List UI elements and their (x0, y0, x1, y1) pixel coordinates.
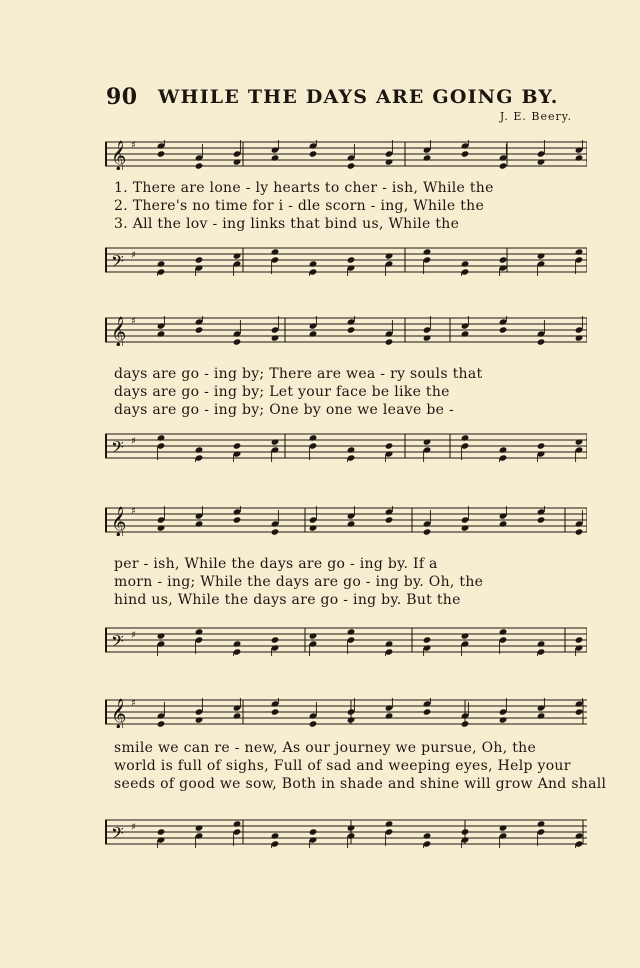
notehead (537, 516, 546, 523)
notehead (575, 636, 584, 643)
notehead (157, 260, 166, 267)
notehead (195, 824, 204, 831)
key-signature-sharp-icon: ♯ (131, 822, 136, 833)
notehead (233, 712, 242, 719)
notehead (195, 256, 204, 263)
bass-staff (105, 626, 587, 656)
notehead (499, 824, 508, 831)
notehead (271, 636, 280, 643)
lyric-verse-2: morn - ing; While the days are go - ing by. Oh, the (114, 574, 484, 590)
notehead (195, 520, 204, 527)
notehead (423, 438, 432, 445)
notehead (233, 516, 242, 523)
notehead (575, 154, 584, 161)
lyric-verse-1: per - ish, While the days are go - ing by. If a (114, 556, 438, 572)
key-signature-sharp-icon: ♯ (131, 506, 136, 517)
key-signature-sharp-icon: ♯ (131, 250, 136, 261)
lyric-verse-3: 3. All the lov - ing links that bind us, While the (114, 216, 460, 232)
notehead (385, 712, 394, 719)
notehead (575, 528, 584, 535)
key-signature-sharp-icon: ♯ (131, 316, 136, 327)
notehead (271, 154, 280, 161)
notehead (347, 824, 356, 831)
treble-clef-icon: 𝄞 (111, 507, 127, 536)
notehead (499, 256, 508, 263)
notehead (499, 628, 508, 635)
notehead (499, 520, 508, 527)
notehead (157, 524, 166, 531)
treble-staff (105, 698, 587, 728)
notehead (309, 330, 318, 337)
notehead (575, 248, 584, 255)
notehead (423, 708, 432, 715)
notehead (423, 248, 432, 255)
notehead (271, 832, 280, 839)
bass-staff (105, 818, 587, 848)
notehead (233, 338, 242, 345)
notehead (499, 716, 508, 723)
notehead (347, 628, 356, 635)
lyric-verse-2: 2. There's no time for i - dle scorn - ing, While the (114, 198, 485, 214)
notehead (499, 446, 508, 453)
notehead (309, 524, 318, 531)
notehead (157, 720, 166, 727)
notehead (233, 442, 242, 449)
notehead (537, 712, 546, 719)
notehead (423, 334, 432, 341)
notehead (537, 158, 546, 165)
notehead (575, 832, 584, 839)
hymn-title: WHILE THE DAYS ARE GOING BY. (158, 86, 559, 108)
notehead (537, 640, 546, 647)
notehead (461, 434, 470, 441)
notehead (575, 708, 584, 715)
treble-staff (105, 140, 587, 170)
notehead (157, 828, 166, 835)
notehead (309, 434, 318, 441)
notehead (537, 252, 546, 259)
treble-staff (105, 506, 587, 536)
key-signature-sharp-icon: ♯ (131, 630, 136, 641)
key-signature-sharp-icon: ♯ (131, 140, 136, 151)
notehead (233, 820, 242, 827)
notehead (309, 720, 318, 727)
notehead (537, 442, 546, 449)
notehead (271, 438, 280, 445)
notehead (461, 150, 470, 157)
notehead (309, 150, 318, 157)
composer-credit: J. E. Beery. (499, 110, 572, 123)
notehead (195, 326, 204, 333)
notehead (271, 334, 280, 341)
notehead (575, 438, 584, 445)
bass-staff (105, 432, 587, 462)
notehead (423, 528, 432, 535)
notehead (195, 162, 204, 169)
notehead (195, 716, 204, 723)
treble-clef-icon: 𝄞 (111, 699, 127, 728)
bass-clef-icon: 𝄢 (111, 251, 124, 275)
notehead (347, 162, 356, 169)
notehead (309, 260, 318, 267)
notehead (499, 162, 508, 169)
notehead (195, 628, 204, 635)
notehead (385, 442, 394, 449)
notehead (461, 632, 470, 639)
lyric-verse-2: world is full of sighs, Full of sad and weeping eyes, Help your (114, 758, 571, 774)
notehead (309, 632, 318, 639)
notehead (233, 640, 242, 647)
lyric-verse-1: 1. There are lone - ly hearts to cher - ish, While the (114, 180, 494, 196)
lyric-verse-1: smile we can re - new, As our journey we pursue, Oh, the (114, 740, 537, 756)
notehead (157, 434, 166, 441)
notehead (347, 446, 356, 453)
lyric-verse-3: days are go - ing by; One by one we leave be - (114, 402, 455, 418)
notehead (575, 334, 584, 341)
notehead (385, 516, 394, 523)
lyric-verse-1: days are go - ing by; There are wea - ry souls that (114, 366, 483, 382)
treble-clef-icon: 𝄞 (111, 317, 127, 346)
notehead (537, 338, 546, 345)
hymn-number: 90 (106, 84, 138, 110)
lyric-verse-3: hind us, While the days are go - ing by. But the (114, 592, 461, 608)
notehead (271, 248, 280, 255)
notehead (385, 252, 394, 259)
notehead (499, 326, 508, 333)
notehead (537, 820, 546, 827)
bass-staff (105, 246, 587, 276)
notehead (423, 154, 432, 161)
notehead (385, 820, 394, 827)
notehead (271, 528, 280, 535)
lyric-verse-2: days are go - ing by; Let your face be like the (114, 384, 450, 400)
treble-clef-icon: 𝄞 (111, 141, 127, 170)
bass-clef-icon: 𝄢 (111, 437, 124, 461)
key-signature-sharp-icon: ♯ (131, 698, 136, 709)
bass-clef-icon: 𝄢 (111, 823, 124, 847)
notehead (347, 256, 356, 263)
notehead (423, 832, 432, 839)
notehead (309, 828, 318, 835)
notehead (157, 150, 166, 157)
key-signature-sharp-icon: ♯ (131, 436, 136, 447)
notehead (461, 260, 470, 267)
notehead (461, 524, 470, 531)
notehead (385, 158, 394, 165)
notehead (157, 632, 166, 639)
notehead (195, 446, 204, 453)
notehead (461, 720, 470, 727)
notehead (461, 828, 470, 835)
notehead (385, 338, 394, 345)
notehead (423, 636, 432, 643)
notehead (233, 252, 242, 259)
notehead (271, 708, 280, 715)
lyric-verse-3: seeds of good we sow, Both in shade and shine will grow And shall (114, 776, 607, 792)
notehead (347, 520, 356, 527)
notehead (157, 330, 166, 337)
notehead (385, 640, 394, 647)
bass-clef-icon: 𝄢 (111, 631, 124, 655)
notehead (347, 716, 356, 723)
treble-staff (105, 316, 587, 346)
notehead (233, 158, 242, 165)
notehead (347, 326, 356, 333)
notehead (461, 330, 470, 337)
